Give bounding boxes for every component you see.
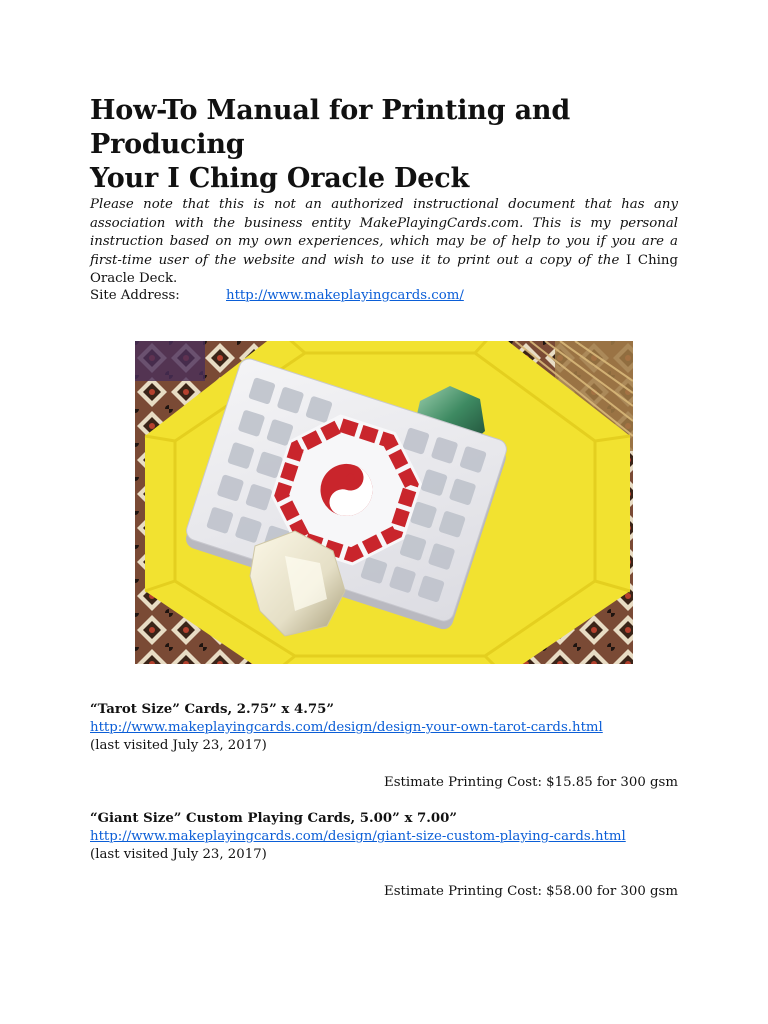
site-address-label: Site Address: [90, 288, 180, 303]
last-visited-text: (last visited July 23, 2017) [90, 738, 267, 754]
product-link[interactable]: http://www.makeplayingcards.com/design/design-your-own-tarot-cards.html [90, 720, 603, 736]
site-address-link[interactable]: http://www.makeplayingcards.com/ [226, 288, 464, 303]
oracle-deck-photo [135, 341, 633, 664]
purple-cloth [135, 341, 205, 381]
disclaimer-paragraph [90, 196, 678, 289]
product-title: “Giant Size” Custom Playing Cards, 5.00” x 7.00” [90, 811, 458, 826]
disclaimer-deck-name: I Ching Oracle Deck. [90, 252, 678, 286]
title-line-2: Your I Ching Oracle Deck [90, 163, 469, 194]
product-tarot-size [90, 701, 678, 756]
estimate-cost-tarot: Estimate Printing Cost: $15.85 for 300 gsm [384, 775, 678, 790]
title-line-1: How-To Manual for Printing and Producing [90, 95, 571, 160]
deck-photo-illustration [135, 341, 633, 664]
product-giant-size [90, 810, 678, 865]
product-link[interactable]: http://www.makeplayingcards.com/design/giant-size-custom-playing-cards.html [90, 829, 626, 845]
disclaimer-italic-text: Please note that this is not an authorized instructional document that has any association with the business entity MakePlayingCards.com. This is my personal instruction based on my own experiences, which may be of help to you if you are a first-time user of the website and wish to use it to print out a copy of the [90, 197, 678, 268]
product-title: “Tarot Size” Cards, 2.75” x 4.75” [90, 702, 334, 717]
last-visited-text: (last visited July 23, 2017) [90, 847, 267, 863]
page-title [90, 94, 678, 196]
estimate-cost-giant: Estimate Printing Cost: $58.00 for 300 gsm [384, 884, 678, 899]
